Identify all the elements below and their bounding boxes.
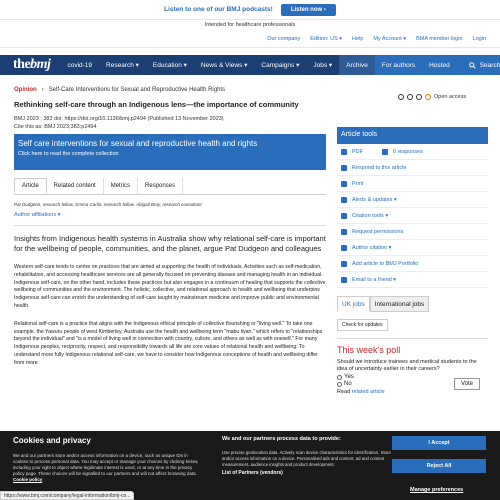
accept-button[interactable]: I Accept [392,436,486,450]
related-article-link[interactable]: related article [351,389,385,395]
tool-print[interactable] [337,176,488,192]
tab-article[interactable]: Article [14,178,47,194]
poll-option-yes-label: Yes [344,374,354,380]
nav-education[interactable]: Education ▾ [152,62,187,69]
cookie-policy-link[interactable]: Cookie policy [13,477,43,482]
article-tools-header: Article tools [337,127,488,144]
portfolio-icon [341,261,347,267]
poll-option-no-label: No [344,381,352,387]
standfirst: Insights from Indigenous health systems in Australia show why relational self-care is important for the wellbeing of people, communities, and the planet, argue Pat Dudgeon and colleagues [14,234,326,253]
responses-icon [382,149,388,155]
listen-now-button[interactable]: Listen now › [281,4,336,16]
tab-international-jobs[interactable]: International jobs [370,296,430,312]
tool-alerts[interactable] [337,192,488,208]
logo-the: the [13,57,31,72]
util-our-company[interactable]: Our company [267,35,301,42]
breadcrumb-section[interactable]: Opinion [14,87,37,93]
tool-pdf-row [337,144,488,160]
reject-all-button[interactable]: Reject All [392,459,486,473]
breadcrumb-sep: › [41,87,44,93]
radio-yes[interactable] [337,375,342,380]
nav-archive[interactable]: Archive [339,55,375,75]
nav-campaigns[interactable]: Campaigns ▾ [261,62,300,69]
tool-print-label: Print [352,180,364,187]
search-icon [469,62,476,69]
tool-citation[interactable] [337,208,488,224]
open-access-icon [425,94,431,100]
tool-responses[interactable]: 0 responses [393,148,423,155]
print-tool-icon [341,181,347,187]
util-login[interactable]: Login [472,35,486,42]
permissions-icon [341,229,347,235]
tool-respond[interactable] [337,160,488,176]
article-actions [398,94,466,100]
nav-search-button[interactable] [457,55,500,75]
share-icon[interactable] [398,94,404,100]
respond-icon [341,165,347,171]
tool-portfolio-label: Add article to BMJ Portfolio [352,260,419,267]
util-edition[interactable]: Edition: US ▾ [310,35,343,42]
nav-news-views[interactable]: News & Views ▾ [200,62,248,69]
article-cite-as: Cite this as: BMJ 2023;383:p2494 [14,124,97,130]
related-read: Read [337,389,351,395]
search-label: Search [479,61,500,69]
logo-bmj: bmj [30,57,51,72]
manage-preferences-link[interactable]: Manage preferences [410,487,464,493]
tab-uk-jobs[interactable]: UK jobs [337,296,370,312]
partners-info [222,436,400,476]
article-main [14,87,326,368]
email-tool-icon [341,277,347,283]
podcast-text: Listen to one of our BMJ podcasts! [164,6,273,13]
author-affiliations-toggle[interactable]: Author affiliations ▾ [14,212,61,218]
cookie-text-body: We and our partners store and/or access information on a device, such as unique IDs in cookies to process personal data. You may accept or manage your choices by clicking below, including your right to object where legitimate interest is used, or at any time in the privacy policy page. These choices will be signalled to our partners and will not affect browsing data. [13,453,199,476]
paragraph-2: Relational self-care is a practice that aligns with the Indigenous ethical principle of collective flourishing or "living well." To take one example, the Yawuru people of west Kimberley, Australia use the health and wellbeing term "mabu liyan," which refers to "relationships beyond the individual" and "is a model of living well in connection with country, culture, and others as well as with oneself." For many Indigenous peoples, reciprocity, respect, and responsibility towards all life are core values of relational health and wellbeing. To understand more fully Indigenous relational self-care, we have to consider how Indigenous conceptions of health and wellbeing differ from more [14,320,323,366]
email-icon[interactable] [407,94,413,100]
util-bma-login[interactable]: BMA member login [416,35,463,42]
utility-bar [0,30,500,48]
tab-metrics[interactable]: Metrics [104,178,138,194]
bmj-logo[interactable] [0,57,60,73]
cookie-info [13,436,203,483]
pdf-icon [341,149,347,155]
author-list: Pat Dudgeon, research fellow, Emma Carlin, research fellow, Abigail Bray, research consultant [14,202,202,207]
tool-citation-label: Citation tools ▾ [352,212,389,219]
podcast-banner [0,0,500,20]
tool-permissions[interactable] [337,224,488,240]
util-help[interactable]: Help [352,35,364,42]
nav-jobs[interactable]: Jobs ▾ [313,62,333,69]
tool-alerts-label: Alerts & updates ▾ [352,196,397,203]
poll-title: This week's poll [337,345,401,355]
tool-author-citation-label: Author citation ▾ [352,244,392,251]
open-access-label: Open access [434,94,467,100]
collection-title: Self care interventions for sexual and reproductive health and rights [18,139,258,148]
tool-respond-label: Respond to this article [352,164,407,171]
partners-text: Use precise geolocation data. Actively scan device characteristics for identification. Store and/or access information on a device. Personalised ads and content, ad and content measurement, audience insights and product development. [222,450,391,467]
breadcrumb-path[interactable]: Self-Care Interventions for Sexual and Reproductive Health Rights [48,87,226,93]
partners-title: We and our partners process data to provide: [222,436,341,442]
tool-portfolio[interactable] [337,256,488,272]
collection-link[interactable]: Click here to read the complete collection [18,151,119,157]
tool-author-citation[interactable] [337,240,488,256]
nav-research[interactable]: Research ▾ [106,62,139,69]
citation-icon [341,213,347,219]
article-body [14,264,326,368]
alert-icon [341,197,347,203]
main-nav [0,55,500,75]
tab-related-content[interactable]: Related content [47,178,104,194]
nav-for-authors[interactable]: For authors [375,55,422,75]
cookie-banner [0,431,500,500]
tool-email-label: Email to a friend ▾ [352,276,397,283]
weekly-poll [337,338,488,395]
util-my-account[interactable]: My Account ▾ [373,35,407,42]
tab-responses[interactable]: Responses [138,178,183,194]
breadcrumb [14,87,326,93]
nav-hosted[interactable]: Hosted [422,55,457,75]
tool-pdf[interactable]: PDF [352,148,363,155]
collection-banner[interactable] [14,134,326,170]
check-for-updates-badge[interactable]: Check for updates [337,319,388,331]
vote-button[interactable]: Vote [454,378,480,390]
article-tabs [14,178,326,195]
divider [14,225,326,226]
status-bar-url: https://www.bmj.com/company/legal-information/bmj-co... [0,491,134,500]
article-citation: BMJ 2023 ; 383 doi: https://doi.org/10.1136/bmj.p2494 (Published 13 November 2023) [14,116,224,122]
article-title: Rethinking self-care through an Indigenous lens—the importance of community [14,100,299,109]
sidebar [337,127,488,395]
cookie-title: Cookies and privacy [13,436,91,445]
vendors-link[interactable]: List of Partners (vendors) [222,470,283,476]
jobs-tabs [337,296,488,312]
radio-no[interactable] [337,382,342,387]
poll-option-no[interactable] [337,381,488,387]
tool-permissions-label: Request permissions [352,228,404,235]
paragraph-1: Western self-care tends to centre on practices that are aimed at supporting the health of individuals. Activities such as self-medication, rehabilitation, and accessing healthcare services are all generally focused on preventing disease and managing health in an individual. Indigenous self-care, on the other hand, includes these practices but also engages in a continuum of healing that supports the collective wellbeing of communities and the environment. The holistic, collective, and relational approach to health and wellbeing that underpins Indigenous self-care can enrich the understanding of self-care taught by mainstream medicine and improve public and environmental health. [14,264,326,309]
nav-covid[interactable]: covid-19 [67,61,93,69]
print-icon[interactable] [416,94,422,100]
cookie-text [13,453,203,483]
tool-email[interactable] [337,272,488,288]
hcp-notice: Intended for healthcare professionals [204,22,296,28]
poll-question: Should we introduce trainees and medical students to the idea of uncertainty earlier in their careers? [337,359,477,372]
author-icon [341,245,347,251]
